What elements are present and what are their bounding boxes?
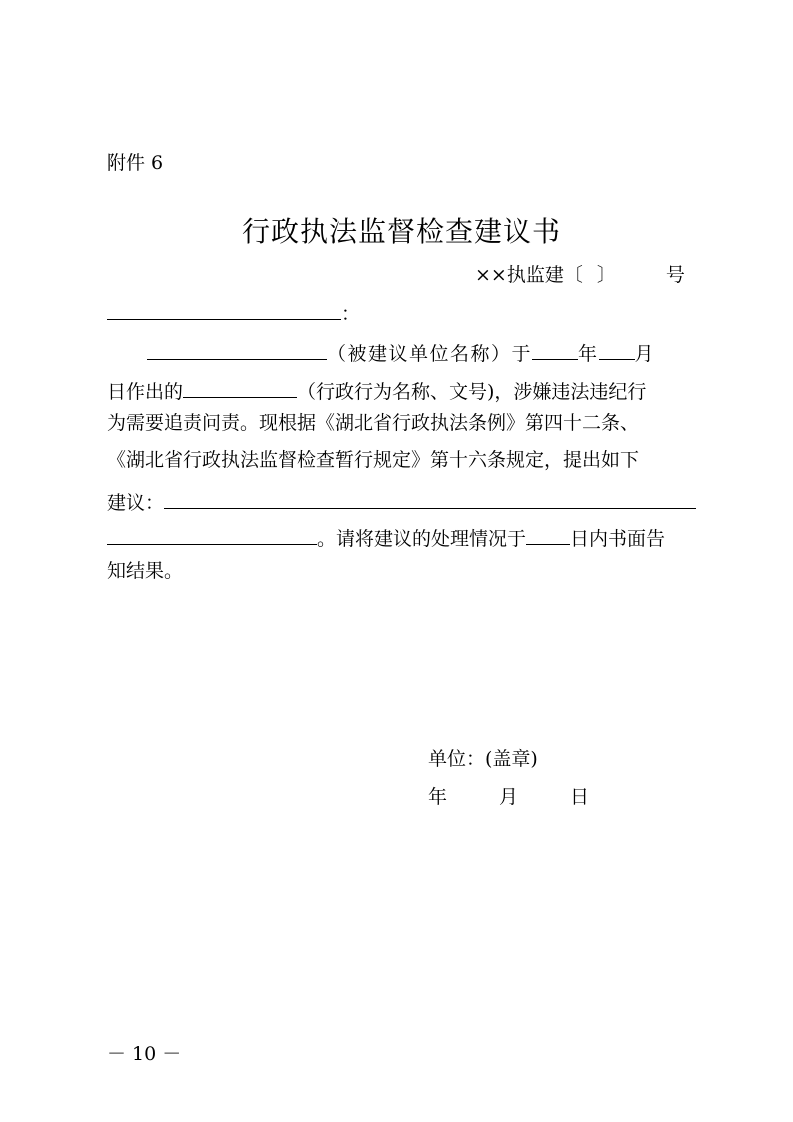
body-line-6: [107, 525, 695, 549]
doc-number-close: 〕: [596, 264, 616, 286]
page-number: － 10 －: [107, 1043, 182, 1065]
body-line-3: 为需要追责问责。现根据《湖北省行政执法条例》第四十二条、: [107, 412, 640, 434]
document-number: [475, 266, 685, 285]
suggest-blank-cont: [107, 525, 317, 545]
body-line-1: [107, 340, 695, 364]
month-text: 月: [634, 343, 656, 365]
day-made-text: 日作出的: [107, 381, 184, 403]
days-blank: [526, 525, 570, 545]
sig-year: 年: [428, 786, 448, 808]
sig-day: 日: [570, 786, 590, 808]
suggest-blank: [164, 489, 696, 509]
recipient-hint: （被建议单位名称）于: [327, 343, 533, 365]
signature-date: [428, 788, 589, 807]
act-name-blank: [183, 378, 297, 398]
signature-unit: 单位：(盖章): [428, 748, 538, 770]
body-line-7: 知结果。: [107, 560, 184, 582]
sig-month: 月: [499, 786, 519, 808]
suggest-label: 建议：: [107, 492, 165, 514]
handling-text: 。请将建议的处理情况于: [317, 528, 527, 550]
attachment-label: 附件 6: [107, 152, 164, 174]
recipient-colon: ：: [341, 303, 361, 325]
body-line-5: [107, 489, 695, 513]
recipient-line: [107, 300, 695, 324]
month-blank: [599, 340, 635, 360]
doc-number-suffix: 号: [665, 264, 685, 286]
doc-number-prefix: ××执监建〔: [475, 264, 583, 286]
year-text: 年: [578, 343, 599, 365]
recipient-blank: [107, 300, 341, 320]
recipient-name-blank: [147, 340, 327, 360]
act-hint: （行政行为名称、文号)，涉嫌违法违纪行: [297, 381, 647, 403]
document-title: 行政执法监督检查建议书: [241, 215, 561, 248]
year-blank: [532, 340, 578, 360]
body-line-4: 《湖北省行政执法监督检查暂行规定》第十六条规定，提出如下: [107, 449, 640, 471]
days-tail-text: 日内书面告: [570, 528, 666, 550]
body-line-2: [107, 378, 695, 402]
